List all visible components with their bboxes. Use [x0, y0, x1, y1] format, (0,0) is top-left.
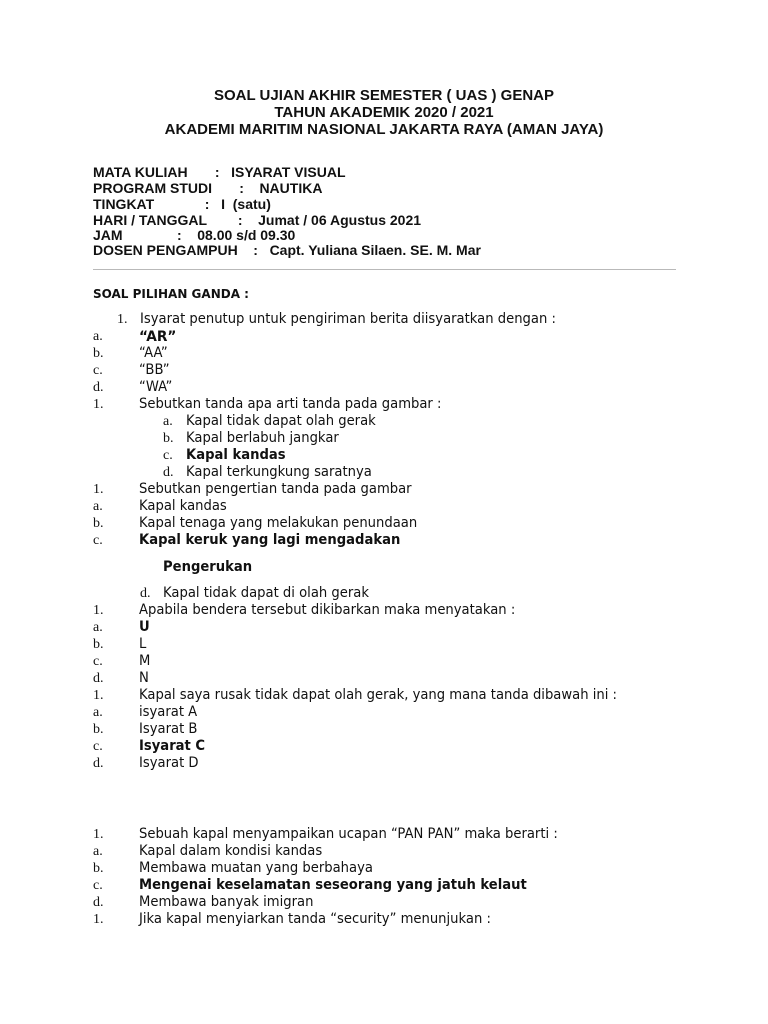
question-5-option-d: Isyarat D [139, 755, 199, 771]
option-marker: c. [93, 739, 103, 754]
question-3-option-c-continued: Pengerukan [163, 559, 253, 575]
meta-hari-tanggal: HARI / TANGGAL : Jumat / 06 Agustus 2021 [93, 212, 422, 228]
question-1-option-a: “AR” [139, 328, 177, 345]
question-5-option-a: isyarat A [139, 704, 198, 720]
question-2-option-d: Kapal terkungkung saratnya [186, 464, 372, 480]
question-3-option-b: Kapal tenaga yang melakukan penundaan [139, 515, 418, 531]
question-3-number: 1. [93, 482, 104, 497]
question-4-option-d: N [139, 670, 149, 686]
question-4-text: Apabila bendera tersebut dikibarkan maka menyatakan : [139, 602, 516, 618]
option-marker: b. [93, 516, 104, 531]
question-6-option-a: Kapal dalam kondisi kandas [139, 843, 323, 859]
meta-dosen: DOSEN PENGAMPUH : Capt. Yuliana Silaen. SE. M. Mar [93, 242, 481, 258]
question-2-option-b: Kapal berlabuh jangkar [186, 430, 339, 446]
question-6-text: Sebuah kapal menyampaikan ucapan “PAN PAN” maka berarti : [139, 826, 558, 842]
question-1-option-c: “BB” [139, 362, 170, 378]
question-7-text: Jika kapal menyiarkan tanda “security” menunjukan : [139, 911, 491, 927]
option-marker: b. [163, 431, 174, 446]
meta-tingkat: TINGKAT : I (satu) [93, 196, 271, 212]
question-6-option-c: Mengenai keselamatan seseorang yang jatuh kelaut [139, 877, 527, 893]
question-5-number: 1. [93, 688, 104, 703]
question-3-option-a: Kapal kandas [139, 498, 227, 514]
question-5-option-b: Isyarat B [139, 721, 198, 737]
question-1-option-b: “AA” [139, 345, 168, 361]
option-marker: c. [163, 448, 173, 463]
question-6-option-b: Membawa muatan yang berbahaya [139, 860, 373, 876]
option-marker: a. [163, 414, 173, 429]
option-marker: b. [93, 861, 104, 876]
option-marker: d. [163, 465, 174, 480]
option-marker: d. [93, 671, 104, 686]
academic-year: TAHUN AKADEMIK 2020 / 2021 [274, 104, 494, 121]
option-marker: d. [93, 756, 104, 771]
question-4-option-a: U [139, 619, 150, 635]
question-7-number: 1. [93, 912, 104, 927]
exam-title: SOAL UJIAN AKHIR SEMESTER ( UAS ) GENAP [213, 87, 555, 104]
question-1-text: Isyarat penutup untuk pengiriman berita diisyaratkan dengan : [140, 311, 556, 327]
question-5-text: Kapal saya rusak tidak dapat olah gerak, yang mana tanda dibawah ini : [139, 687, 618, 703]
horizontal-divider [93, 269, 676, 270]
question-1-number: 1. [117, 312, 128, 327]
question-2-number: 1. [93, 397, 104, 412]
question-6-option-d: Membawa banyak imigran [139, 894, 314, 910]
institution-name: AKADEMI MARITIM NASIONAL JAKARTA RAYA (AMAN JAYA) [164, 121, 604, 138]
question-5-option-c: Isyarat C [139, 738, 206, 754]
option-marker: c. [93, 363, 103, 378]
option-marker: d. [140, 586, 151, 601]
option-marker: d. [93, 380, 104, 395]
section-title: SOAL PILIHAN GANDA : [93, 287, 249, 301]
question-4-option-b: L [139, 636, 147, 652]
meta-program-studi: PROGRAM STUDI : NAUTIKA [93, 180, 323, 196]
option-marker: a. [93, 620, 103, 635]
meta-jam: JAM : 08.00 s/d 09.30 [93, 227, 296, 243]
question-1-option-d: “WA” [139, 379, 173, 395]
question-3-text: Sebutkan pengertian tanda pada gambar [139, 481, 412, 497]
option-marker: c. [93, 533, 103, 548]
option-marker: a. [93, 705, 103, 720]
meta-mata-kuliah: MATA KULIAH : ISYARAT VISUAL [93, 164, 346, 180]
question-2-option-a: Kapal tidak dapat olah gerak [186, 413, 376, 429]
option-marker: c. [93, 654, 103, 669]
question-6-number: 1. [93, 827, 104, 842]
option-marker: a. [93, 329, 103, 344]
question-3-option-c: Kapal keruk yang lagi mengadakan [139, 532, 401, 548]
question-4-number: 1. [93, 603, 104, 618]
question-2-text: Sebutkan tanda apa arti tanda pada gambar : [139, 396, 442, 412]
question-3-option-d: Kapal tidak dapat di olah gerak [163, 585, 369, 601]
option-marker: d. [93, 895, 104, 910]
question-2-option-c: Kapal kandas [186, 447, 286, 463]
option-marker: a. [93, 844, 103, 859]
question-4-option-c: M [139, 653, 151, 669]
option-marker: b. [93, 637, 104, 652]
option-marker: b. [93, 722, 104, 737]
option-marker: b. [93, 346, 104, 361]
option-marker: c. [93, 878, 103, 893]
option-marker: a. [93, 499, 103, 514]
